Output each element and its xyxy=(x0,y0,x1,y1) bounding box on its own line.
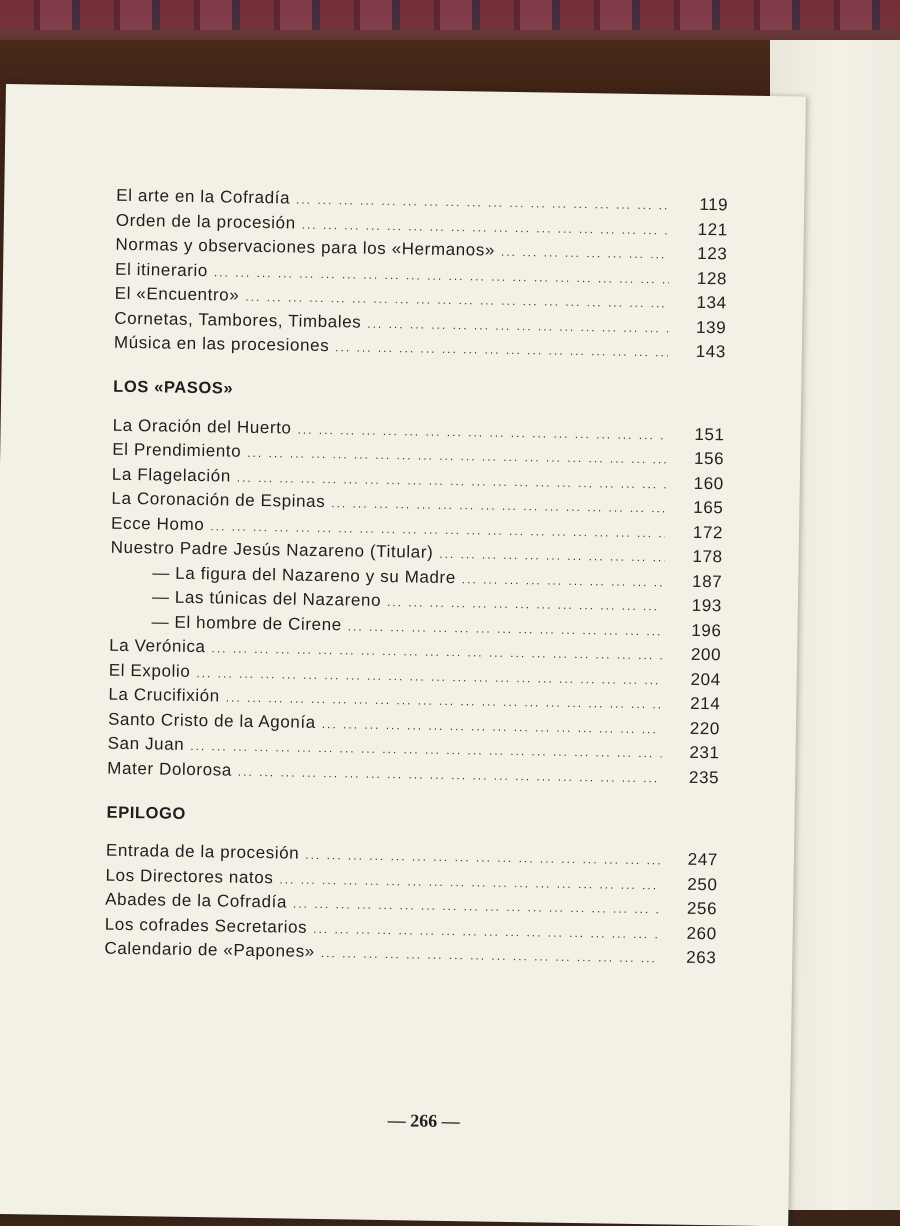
entry-title: — Las túnicas del Nazareno xyxy=(151,587,382,610)
dot-leader xyxy=(462,572,665,589)
entry-page-number: 193 xyxy=(691,595,723,616)
page-number-footer: — 266 — xyxy=(387,1110,460,1132)
entry-page-number: 160 xyxy=(693,473,724,493)
dot-leader xyxy=(321,946,659,965)
entry-page-number: 143 xyxy=(695,341,727,362)
dot-leader xyxy=(293,897,659,917)
dot-leader xyxy=(210,519,665,540)
entry-title: El «Encuentro» xyxy=(114,283,240,305)
entry-page-number: 200 xyxy=(690,644,722,665)
entry-page-number: 256 xyxy=(686,898,718,919)
entry-title: Normas y observaciones para los «Hermanos» xyxy=(115,234,496,260)
table-of-contents xyxy=(104,186,728,973)
entry-title: Abades de la Cofradía xyxy=(105,889,288,912)
dot-leader xyxy=(247,446,666,467)
entry-page-number: 187 xyxy=(691,571,723,591)
dot-leader xyxy=(245,290,669,311)
entry-page-number: 260 xyxy=(686,923,717,943)
entry-title: El Prendimiento xyxy=(112,439,242,461)
entry-title: — La figura del Nazareno y su Madre xyxy=(152,562,457,587)
entry-title: Orden de la procesión xyxy=(115,210,296,233)
entry-title: La Crucifixión xyxy=(108,684,220,706)
entry-page-number: 204 xyxy=(690,669,721,689)
entry-page-number: 123 xyxy=(697,243,728,264)
dot-leader xyxy=(305,848,660,868)
dot-leader xyxy=(297,422,666,442)
entry-page-number: 139 xyxy=(695,317,727,337)
dot-leader xyxy=(190,739,662,760)
entry-title: San Juan xyxy=(107,733,185,754)
dot-leader xyxy=(302,217,670,237)
entry-page-number: 165 xyxy=(693,497,724,518)
entry-title: Ecce Homo xyxy=(110,513,205,534)
entry-title: Los Directores natos xyxy=(105,865,274,887)
entry-page-number: 235 xyxy=(688,767,720,787)
dot-leader xyxy=(196,666,663,687)
entry-title: Santo Cristo de la Agonía xyxy=(107,709,316,732)
entry-page-number: 196 xyxy=(691,620,722,640)
entry-title: Nuestro Padre Jesús Nazareno (Titular) xyxy=(110,537,434,562)
entry-title: Los cofrades Secretarios xyxy=(104,914,308,937)
entry-title: Calendario de «Papones» xyxy=(104,938,315,961)
entry-title: Cornetas, Tambores, Timbales xyxy=(114,308,362,332)
dot-leader xyxy=(211,641,663,662)
entry-title: Música en las procesiones xyxy=(113,332,330,356)
dot-leader xyxy=(501,245,670,262)
entry-page-number: 119 xyxy=(699,194,729,215)
entry-page-number: 231 xyxy=(689,742,720,763)
dot-leader xyxy=(331,496,665,515)
section-heading: EPILOGO xyxy=(106,803,187,823)
dot-leader xyxy=(387,595,664,613)
entry-title: El itinerario xyxy=(114,259,209,280)
dot-leader xyxy=(279,872,659,892)
entry-title: Entrada de la procesión xyxy=(105,840,300,863)
entry-page-number: 134 xyxy=(696,292,727,313)
entry-page-number: 128 xyxy=(696,268,728,288)
entry-page-number: 214 xyxy=(690,693,721,714)
entry-title: La Flagelación xyxy=(111,464,232,486)
entry-page-number: 250 xyxy=(687,874,718,894)
dot-leader xyxy=(367,316,668,335)
dot-leader xyxy=(226,691,663,712)
entry-page-number: 151 xyxy=(694,424,725,444)
entry-title: La Oración del Huerto xyxy=(112,415,292,438)
entry-page-number: 220 xyxy=(689,718,721,738)
entry-title: — El hombre de Cirene xyxy=(151,611,342,634)
dot-leader xyxy=(335,340,668,359)
dot-leader xyxy=(296,193,670,213)
entry-title: El arte en la Cofradía xyxy=(116,185,291,208)
dot-leader xyxy=(238,764,662,785)
entry-page-number: 121 xyxy=(697,219,728,239)
entry-page-number: 178 xyxy=(692,546,723,567)
entry-title: La Coronación de Espinas xyxy=(111,488,326,512)
section-heading: LOS «PASOS» xyxy=(113,377,234,398)
entry-page-number: 172 xyxy=(692,522,724,542)
book-spines xyxy=(0,0,900,30)
entry-page-number: 156 xyxy=(693,448,725,469)
book-page xyxy=(0,84,806,1226)
dot-leader xyxy=(322,717,662,736)
dot-leader xyxy=(313,921,659,940)
dot-leader xyxy=(348,619,664,638)
entry-page-number: 247 xyxy=(687,849,719,870)
entry-title: La Verónica xyxy=(109,635,206,657)
entry-page-number: 263 xyxy=(686,947,717,968)
dot-leader xyxy=(214,265,669,286)
entry-title: Mater Dolorosa xyxy=(107,758,233,780)
entry-title: El Expolio xyxy=(108,660,191,681)
dot-leader xyxy=(237,470,666,491)
dot-leader xyxy=(439,547,665,565)
